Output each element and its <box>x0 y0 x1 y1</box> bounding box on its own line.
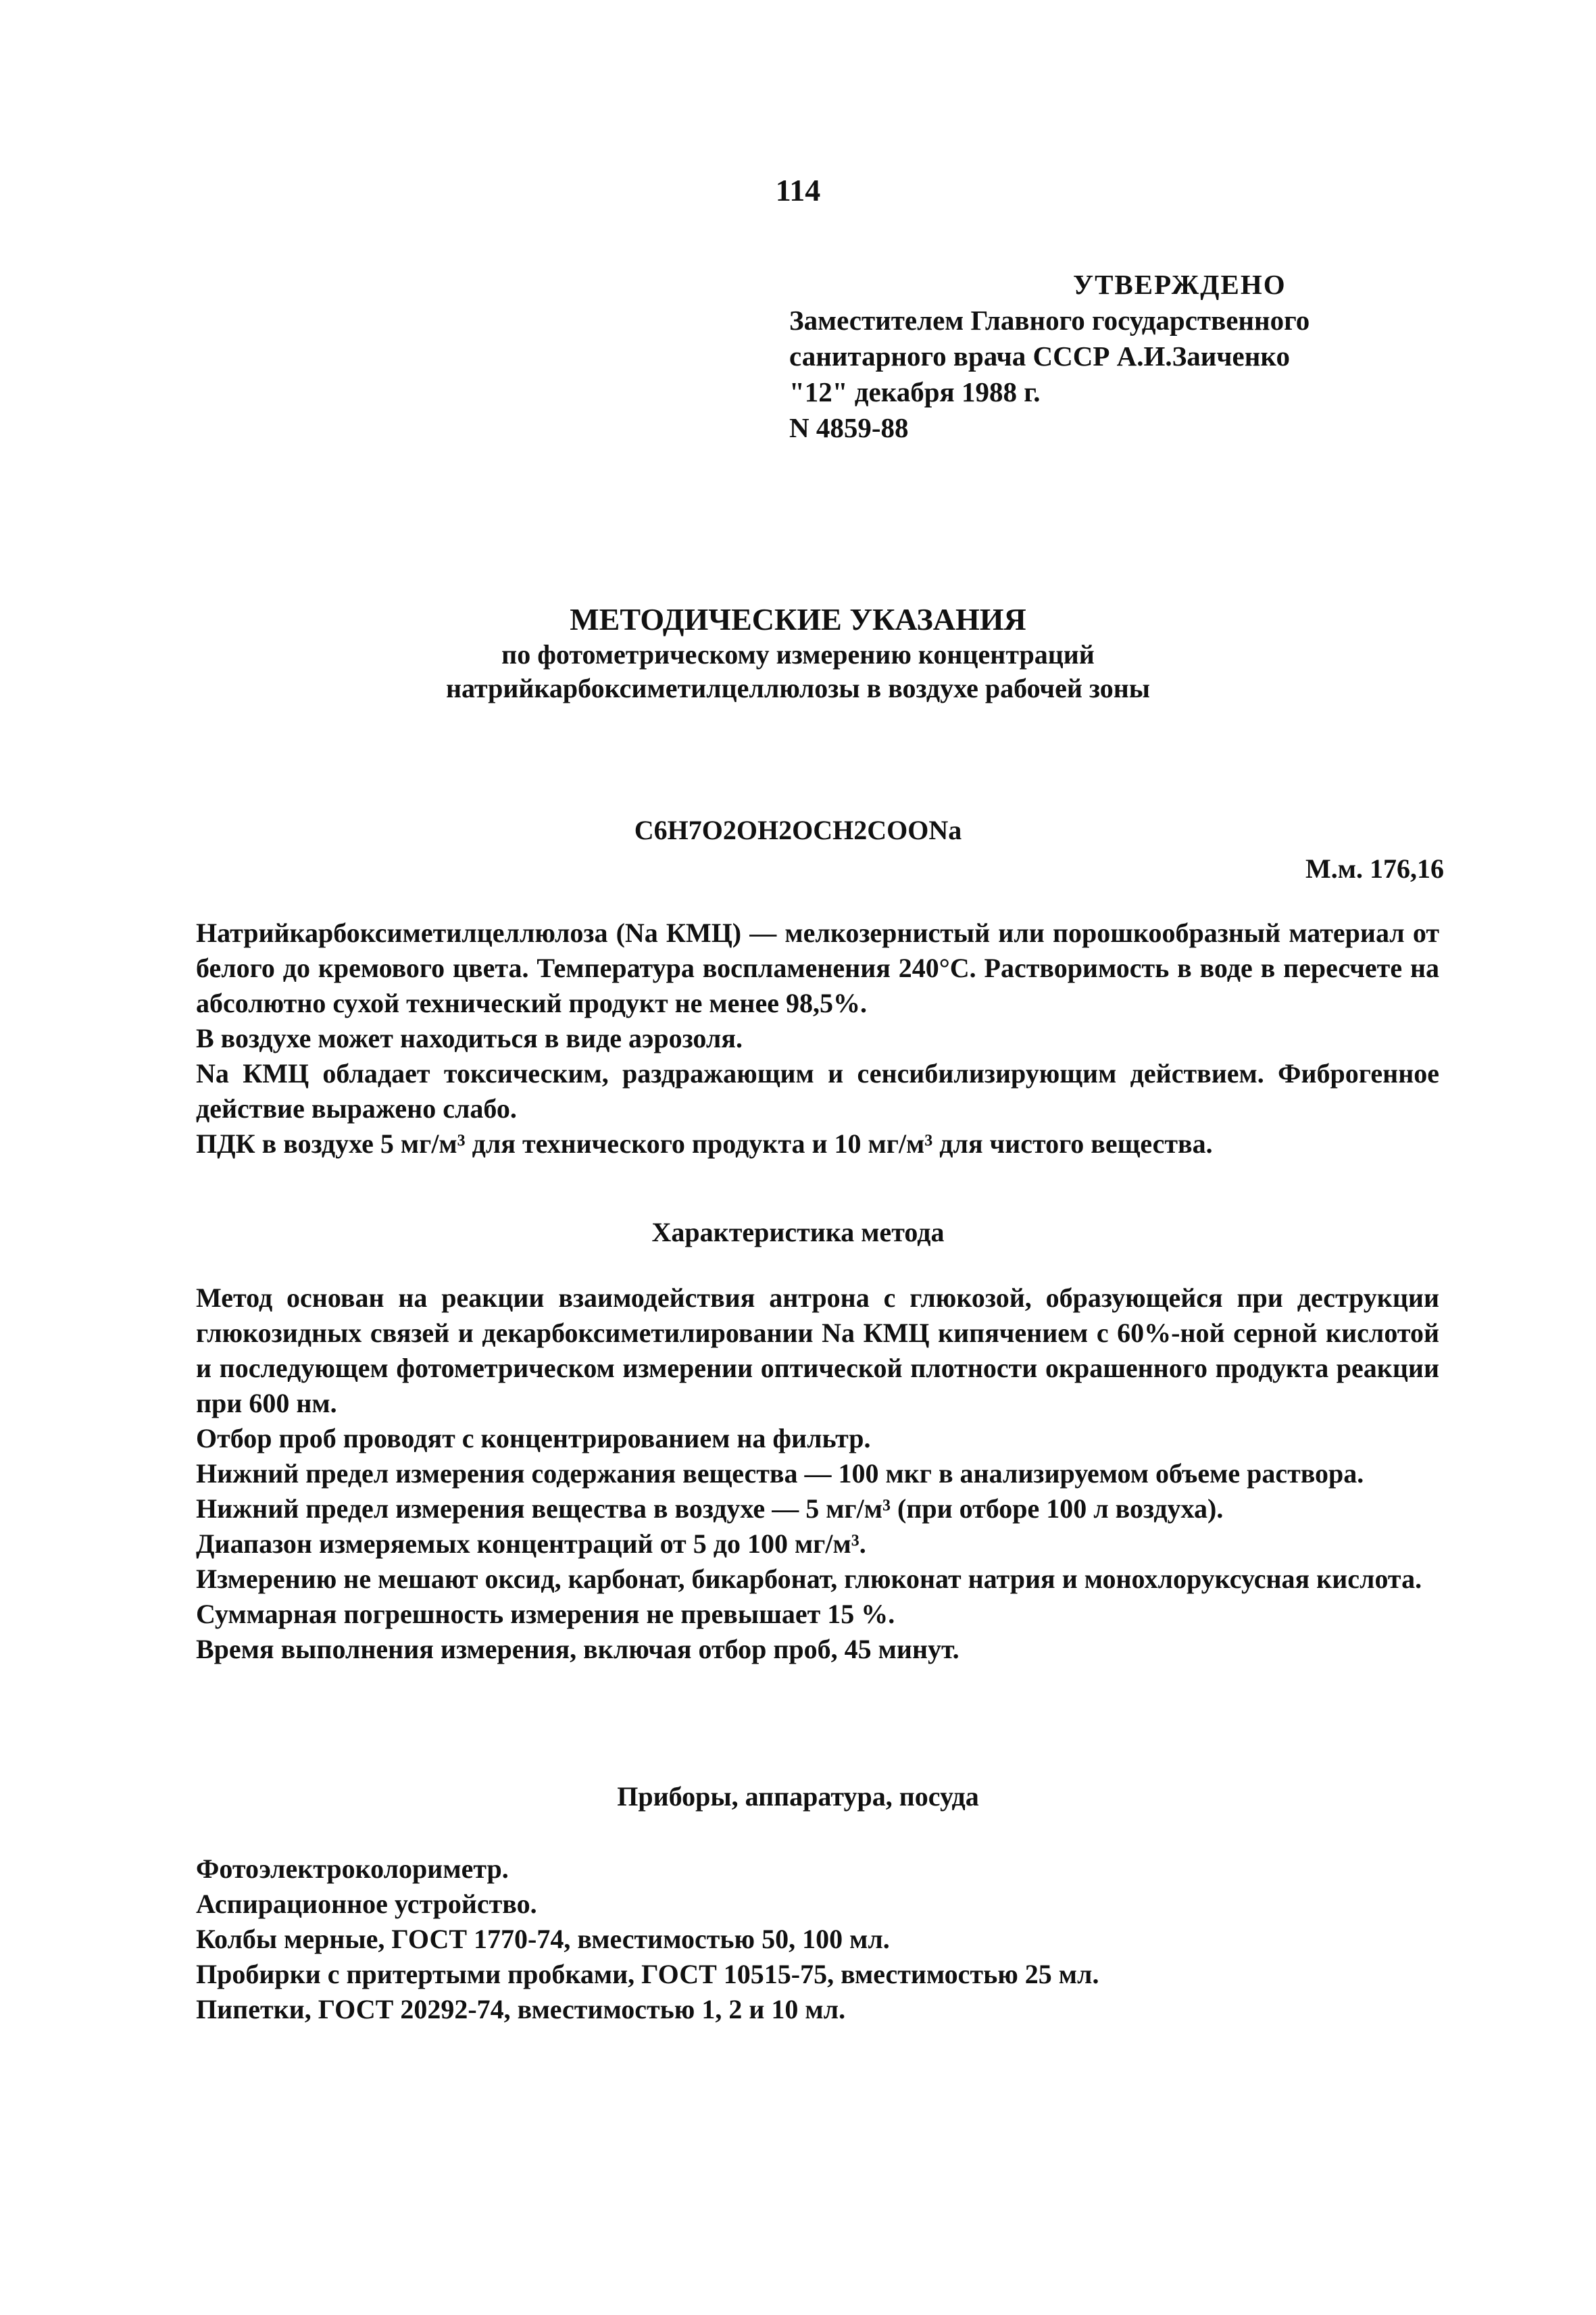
paragraph: Нижний предел измерения вещества в воздухе — 5 мг/м³ (при отборе 100 л воздуха). <box>196 1493 1224 1524</box>
paragraph: Измерению не мешают оксид, карбонат, бикарбонат, глюконат натрия и монохлоруксусная кислота. <box>196 1564 1422 1594</box>
paragraph: Диапазон измеряемых концентраций от 5 до 100 мг/м³. <box>196 1528 866 1559</box>
paragraph: В воздухе может находиться в виде аэрозоля. <box>196 1023 743 1053</box>
paragraph: Na КМЦ обладает токсическим, раздражающим и сенсибилизирующим действием. Фиброгенное действие выражено слабо. <box>196 1058 1439 1124</box>
method-section <box>196 1280 1439 1667</box>
document-subtitle <box>0 638 1596 705</box>
molecular-mass: М.м. 176,16 <box>1305 853 1444 884</box>
equipment-item: Аспирационное устройство. <box>196 1889 537 1919</box>
paragraph: Метод основан на реакции взаимодействия антрона с глюкозой, образующейся при деструкции глюкозидных связей и декарбоксиметилировании Na КМЦ кипячением с 60%-ной серной кислотой и последующем фотометрическом измерении оптической плотности окрашенного продукта реакции при 600 нм. <box>196 1283 1439 1418</box>
section-heading-equipment: Приборы, аппаратура, посуда <box>617 1781 979 1812</box>
equipment-item: Пробирки с притертыми пробками, ГОСТ 10515-75, вместимостью 25 мл. <box>196 1959 1099 1989</box>
subtitle-line: натрийкарбоксиметилцеллюлозы в воздухе рабочей зоны <box>445 673 1151 703</box>
equipment-item: Фотоэлектроколориметр. <box>196 1853 509 1884</box>
paragraph: Нижний предел измерения содержания вещества — 100 мкг в анализируемом объеме раствора. <box>196 1458 1364 1489</box>
paragraph: Отбор проб проводят с концентрированием на фильтр. <box>196 1423 871 1453</box>
paragraph: ПДК в воздухе 5 мг/м³ для технического продукта и 10 мг/м³ для чистого вещества. <box>196 1128 1213 1159</box>
equipment-item: Колбы мерные, ГОСТ 1770-74, вместимостью 50, 100 мл. <box>196 1924 890 1954</box>
document-title: МЕТОДИЧЕСКИЕ УКАЗАНИЯ <box>570 602 1026 637</box>
section-heading-method: Характеристика метода <box>651 1217 945 1247</box>
paragraph: Натрийкарбоксиметилцеллюлоза (Na КМЦ) — мелкозернистый или порошкообразный материал от белого до кремового цвета. Температура воспламенения 240°С. Растворимость в воде в пересчете на абсолютно сухой технический продукт не менее 98,5%. <box>196 918 1439 1018</box>
equipment-list <box>196 1851 1439 2027</box>
approval-stamp <box>789 267 1532 446</box>
approval-line: санитарного врача СССР А.И.Заиченко <box>789 341 1290 372</box>
page-number: 114 <box>775 173 821 207</box>
subtitle-line: по фотометрическому измерению концентраций <box>501 639 1095 670</box>
chemical-formula: C6H7O2OH2OCH2COONa <box>634 815 962 845</box>
equipment-item: Пипетки, ГОСТ 20292-74, вместимостью 1, 2 и 10 мл. <box>196 1994 846 2024</box>
approval-number: N 4859-88 <box>789 412 909 443</box>
approval-line: Заместителем Главного государственного <box>789 305 1310 336</box>
paragraph: Время выполнения измерения, включая отбор проб, 45 минут. <box>196 1634 959 1664</box>
approval-title: УТВЕРЖДЕНО <box>1073 269 1287 300</box>
approval-date: "12" декабря 1988 г. <box>789 376 1041 407</box>
intro-section <box>196 916 1439 1162</box>
paragraph: Суммарная погрешность измерения не превышает 15 %. <box>196 1599 895 1629</box>
